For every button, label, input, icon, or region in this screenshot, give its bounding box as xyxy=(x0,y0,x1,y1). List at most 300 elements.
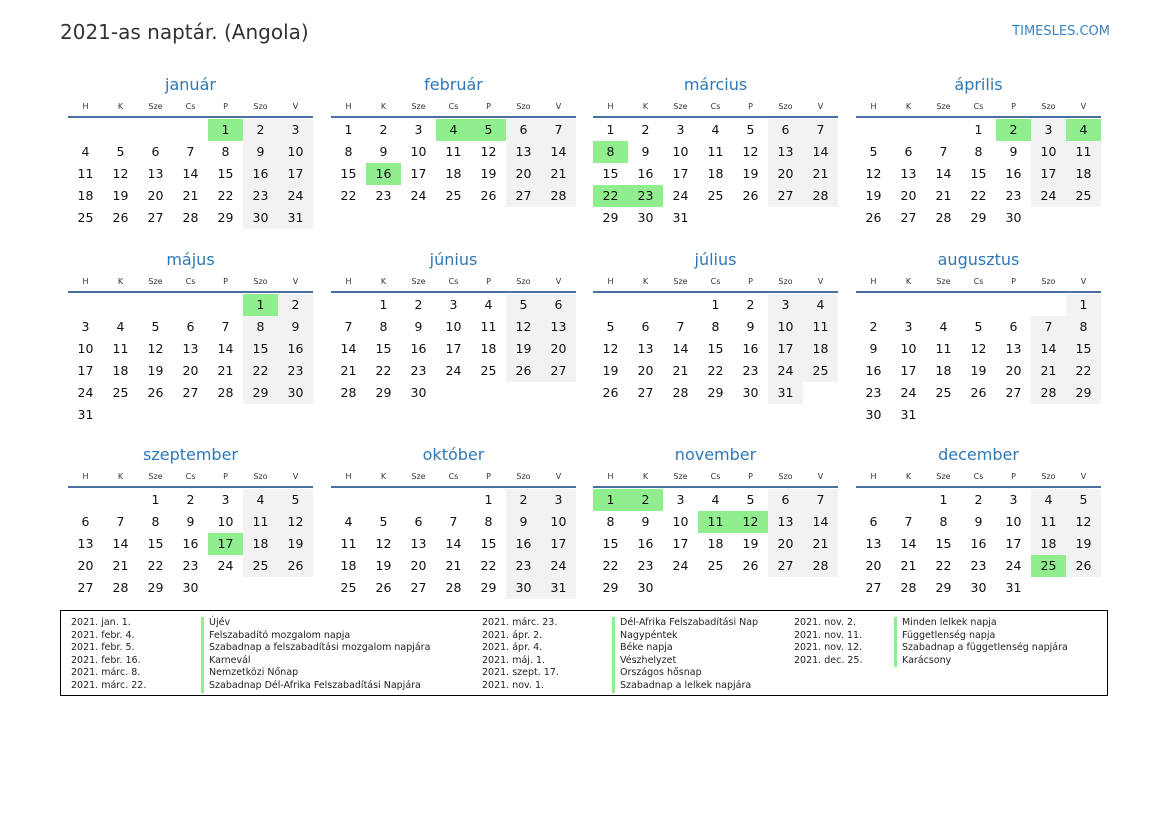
weekday-label: Sze xyxy=(936,472,951,481)
day-cell: 16 xyxy=(742,341,759,356)
day-cell: 19 xyxy=(970,363,987,378)
day-cell: 21 xyxy=(541,163,576,185)
day-cell: 12 xyxy=(602,341,619,356)
weekday-label: V xyxy=(1080,472,1087,481)
day-cell: 15 xyxy=(602,536,619,551)
day-cell: 20 xyxy=(147,188,164,203)
weekday-label: K xyxy=(905,472,912,481)
day-cell: 5 xyxy=(869,144,878,159)
day-cell: 9 xyxy=(243,141,278,163)
month-name: április xyxy=(954,75,1003,94)
days-grid xyxy=(68,119,313,229)
day-cell: 26 xyxy=(278,555,313,577)
day-cell: 31 xyxy=(672,210,689,225)
day-cell: 11 xyxy=(707,144,724,159)
weekday-label: Szo xyxy=(1041,102,1056,111)
day-cell: 6 xyxy=(641,319,650,334)
weekday-label: Szo xyxy=(778,277,793,286)
weekday-label: Sze xyxy=(673,277,688,286)
day-cell: 5 xyxy=(746,492,755,507)
days-grid xyxy=(331,489,576,599)
weekday-label: Cs xyxy=(448,277,459,286)
day-cell: 2 xyxy=(278,294,313,316)
day-cell: 23 xyxy=(278,360,313,382)
legend-holiday-name: Nemzetközi Nőnap xyxy=(201,667,430,680)
day-cell: 10 xyxy=(217,514,234,529)
page-title: 2021-as naptár. (Angola) xyxy=(60,20,309,44)
month-calendar xyxy=(68,247,313,426)
weekday-label: V xyxy=(292,102,299,111)
day-cell: 16 xyxy=(366,163,401,185)
weekday-label: V xyxy=(292,277,299,286)
weekday-header xyxy=(593,273,838,293)
day-cell: 1 xyxy=(593,489,628,511)
day-cell: 23 xyxy=(637,558,654,573)
day-cell: 2 xyxy=(243,119,278,141)
day-cell: 14 xyxy=(900,536,917,551)
day-cell: 30 xyxy=(243,207,278,229)
day-cell: 15 xyxy=(970,166,987,181)
legend-holiday-name: Béke napja xyxy=(612,642,758,655)
weekday-label: Szo xyxy=(253,472,268,481)
day-cell: 26 xyxy=(112,210,129,225)
day-cell: 13 xyxy=(865,536,882,551)
day-cell: 27 xyxy=(506,185,541,207)
legend-holiday-name: Vészhelyzet xyxy=(612,655,758,668)
weekday-label: P xyxy=(1011,102,1016,111)
day-cell: 26 xyxy=(1066,555,1101,577)
day-cell: 1 xyxy=(379,297,388,312)
day-cell: 21 xyxy=(803,163,838,185)
day-cell: 17 xyxy=(1005,536,1022,551)
month-name: február xyxy=(424,75,483,94)
weekday-label: Sze xyxy=(148,472,163,481)
day-cell: 28 xyxy=(935,210,952,225)
day-cell: 29 xyxy=(480,580,497,595)
day-cell: 22 xyxy=(340,188,357,203)
day-cell: 12 xyxy=(506,316,541,338)
legend-date: 2021. szept. 17. xyxy=(482,667,559,679)
day-cell: 29 xyxy=(243,382,278,404)
day-cell: 27 xyxy=(541,360,576,382)
legend-date: 2021. nov. 2. xyxy=(794,617,857,628)
day-cell: 27 xyxy=(182,385,199,400)
day-cell: 19 xyxy=(742,166,759,181)
day-cell: 10 xyxy=(672,514,689,529)
month-calendar xyxy=(331,247,576,404)
weekday-label: Sze xyxy=(936,277,951,286)
day-cell: 16 xyxy=(278,338,313,360)
weekday-label: V xyxy=(1080,277,1087,286)
day-cell: 8 xyxy=(221,144,230,159)
weekday-label: K xyxy=(642,102,649,111)
day-cell: 18 xyxy=(707,536,724,551)
days-grid xyxy=(593,119,838,229)
day-cell: 24 xyxy=(278,185,313,207)
weekday-label: Cs xyxy=(973,102,984,111)
day-cell: 20 xyxy=(865,558,882,573)
day-cell: 27 xyxy=(410,580,427,595)
weekday-header xyxy=(856,98,1101,118)
day-cell: 5 xyxy=(746,122,755,137)
day-cell: 25 xyxy=(243,555,278,577)
day-cell: 28 xyxy=(112,580,129,595)
day-cell: 20 xyxy=(1005,363,1022,378)
day-cell: 5 xyxy=(116,144,125,159)
day-cell: 9 xyxy=(869,341,878,356)
weekday-label: Szo xyxy=(778,472,793,481)
day-cell: 26 xyxy=(742,188,759,203)
day-cell: 23 xyxy=(742,363,759,378)
day-cell: 30 xyxy=(637,210,654,225)
legend-dates-col-3 xyxy=(794,617,862,667)
site-link[interactable]: TIMESLES.COM xyxy=(1012,24,1110,39)
day-cell: 19 xyxy=(112,188,129,203)
legend-date: 2021. febr. 5. xyxy=(71,642,135,654)
weekday-label: P xyxy=(748,277,753,286)
day-cell: 27 xyxy=(768,555,803,577)
day-cell: 23 xyxy=(1005,188,1022,203)
day-cell: 29 xyxy=(602,210,619,225)
day-cell: 16 xyxy=(243,163,278,185)
day-cell: 2 xyxy=(628,489,663,511)
day-cell: 14 xyxy=(340,341,357,356)
weekday-label: Cs xyxy=(448,102,459,111)
day-cell: 16 xyxy=(970,536,987,551)
day-cell: 3 xyxy=(278,119,313,141)
day-cell: 7 xyxy=(449,514,458,529)
day-cell: 24 xyxy=(77,385,94,400)
day-cell: 17 xyxy=(672,166,689,181)
day-cell: 6 xyxy=(1009,319,1018,334)
day-cell: 10 xyxy=(768,316,803,338)
weekday-label: Cs xyxy=(448,472,459,481)
legend-holiday-name: Felszabadító mozgalom napja xyxy=(201,630,430,643)
day-cell: 12 xyxy=(375,536,392,551)
day-cell: 20 xyxy=(768,533,803,555)
day-cell: 28 xyxy=(217,385,234,400)
day-cell: 30 xyxy=(506,577,541,599)
legend-names-col-2 xyxy=(612,617,758,693)
day-cell: 22 xyxy=(243,360,278,382)
weekday-label: H xyxy=(607,102,614,111)
day-cell: 20 xyxy=(637,363,654,378)
weekday-label: P xyxy=(223,102,228,111)
day-cell: 22 xyxy=(970,188,987,203)
day-cell: 22 xyxy=(147,558,164,573)
legend-date: 2021. márc. 8. xyxy=(71,667,141,679)
legend-date: 2021. febr. 4. xyxy=(71,629,135,641)
day-cell: 24 xyxy=(410,188,427,203)
day-cell: 7 xyxy=(904,514,913,529)
day-cell: 12 xyxy=(112,166,129,181)
day-cell: 30 xyxy=(1005,210,1022,225)
day-cell: 9 xyxy=(414,319,423,334)
day-cell: 28 xyxy=(445,580,462,595)
day-cell: 17 xyxy=(768,338,803,360)
day-cell: 3 xyxy=(1009,492,1018,507)
weekday-label: Sze xyxy=(673,102,688,111)
weekday-label: Cs xyxy=(973,472,984,481)
day-cell: 27 xyxy=(865,580,882,595)
day-cell: 31 xyxy=(77,407,94,422)
day-cell: 18 xyxy=(340,558,357,573)
day-cell: 18 xyxy=(445,166,462,181)
weekday-label: Szo xyxy=(778,102,793,111)
weekday-label: Sze xyxy=(411,102,426,111)
day-cell: 24 xyxy=(672,188,689,203)
day-cell: 11 xyxy=(445,144,462,159)
day-cell: 7 xyxy=(803,489,838,511)
weekday-label: Szo xyxy=(516,472,531,481)
day-cell: 5 xyxy=(506,294,541,316)
day-cell: 25 xyxy=(112,385,129,400)
day-cell: 26 xyxy=(375,580,392,595)
day-cell: 19 xyxy=(742,536,759,551)
day-cell: 29 xyxy=(970,210,987,225)
day-cell: 1 xyxy=(484,492,493,507)
day-cell: 19 xyxy=(147,363,164,378)
day-cell: 28 xyxy=(672,385,689,400)
days-grid xyxy=(68,294,313,426)
day-cell: 30 xyxy=(742,385,759,400)
day-cell: 9 xyxy=(641,514,650,529)
weekday-header xyxy=(593,98,838,118)
weekday-header xyxy=(331,273,576,293)
legend-names-col-1 xyxy=(201,617,430,693)
day-cell: 22 xyxy=(375,363,392,378)
legend-holiday-name: Szabadnap a felszabadítási mozgalom napjára xyxy=(201,642,430,655)
day-cell: 9 xyxy=(974,514,983,529)
month-name: október xyxy=(422,445,485,464)
day-cell: 6 xyxy=(904,144,913,159)
day-cell: 19 xyxy=(506,338,541,360)
day-cell: 2 xyxy=(506,489,541,511)
day-cell: 29 xyxy=(602,580,619,595)
day-cell: 16 xyxy=(1005,166,1022,181)
month-name: július xyxy=(694,250,737,269)
day-cell: 12 xyxy=(147,341,164,356)
legend-date: 2021. nov. 11. xyxy=(794,629,863,641)
day-cell: 20 xyxy=(410,558,427,573)
day-cell: 25 xyxy=(707,188,724,203)
day-cell: 24 xyxy=(445,363,462,378)
weekday-label: Sze xyxy=(673,472,688,481)
day-cell: 19 xyxy=(602,363,619,378)
day-cell: 31 xyxy=(768,382,803,404)
days-grid xyxy=(856,489,1101,599)
legend-names-col-3 xyxy=(894,617,1068,667)
day-cell: 8 xyxy=(974,144,983,159)
day-cell: 11 xyxy=(1066,141,1101,163)
weekday-header xyxy=(331,98,576,118)
weekday-header xyxy=(856,273,1101,293)
day-cell: 17 xyxy=(77,363,94,378)
day-cell: 21 xyxy=(900,558,917,573)
day-cell: 10 xyxy=(900,341,917,356)
day-cell: 30 xyxy=(410,385,427,400)
day-cell: 13 xyxy=(147,166,164,181)
day-cell: 17 xyxy=(208,533,243,555)
day-cell: 8 xyxy=(711,319,720,334)
day-cell: 3 xyxy=(768,294,803,316)
weekday-label: V xyxy=(555,102,562,111)
day-cell: 6 xyxy=(541,294,576,316)
weekday-label: Szo xyxy=(1041,277,1056,286)
weekday-label: H xyxy=(82,277,89,286)
day-cell: 6 xyxy=(151,144,160,159)
weekday-label: Sze xyxy=(148,277,163,286)
day-cell: 12 xyxy=(278,511,313,533)
day-cell: 24 xyxy=(768,360,803,382)
day-cell: 3 xyxy=(1031,119,1066,141)
day-cell: 18 xyxy=(935,363,952,378)
day-cell: 13 xyxy=(541,316,576,338)
day-cell: 16 xyxy=(865,363,882,378)
weekday-label: H xyxy=(870,102,877,111)
day-cell: 24 xyxy=(900,385,917,400)
weekday-label: Szo xyxy=(516,102,531,111)
day-cell: 23 xyxy=(865,385,882,400)
days-grid xyxy=(331,294,576,404)
day-cell: 15 xyxy=(243,338,278,360)
day-cell: 21 xyxy=(217,363,234,378)
day-cell: 10 xyxy=(541,511,576,533)
day-cell: 11 xyxy=(480,319,497,334)
day-cell: 26 xyxy=(480,188,497,203)
day-cell: 2 xyxy=(974,492,983,507)
day-cell: 17 xyxy=(1031,163,1066,185)
day-cell: 25 xyxy=(707,558,724,573)
day-cell: 28 xyxy=(803,185,838,207)
day-cell: 29 xyxy=(935,580,952,595)
day-cell: 14 xyxy=(803,141,838,163)
day-cell: 17 xyxy=(672,536,689,551)
weekday-label: Szo xyxy=(516,277,531,286)
weekday-label: V xyxy=(555,277,562,286)
days-grid xyxy=(331,119,576,207)
legend-date: 2021. márc. 23. xyxy=(482,617,558,628)
day-cell: 21 xyxy=(182,188,199,203)
day-cell: 8 xyxy=(939,514,948,529)
legend-holiday-name: Országos hősnap xyxy=(612,667,758,680)
weekday-label: V xyxy=(817,277,824,286)
day-cell: 20 xyxy=(900,188,917,203)
day-cell: 12 xyxy=(733,511,768,533)
legend-date: 2021. nov. 1. xyxy=(482,679,545,691)
day-cell: 26 xyxy=(506,360,541,382)
day-cell: 8 xyxy=(151,514,160,529)
day-cell: 11 xyxy=(340,536,357,551)
month-name: január xyxy=(165,75,216,94)
weekday-label: Sze xyxy=(936,102,951,111)
day-cell: 6 xyxy=(869,514,878,529)
day-cell: 15 xyxy=(147,536,164,551)
day-cell: 24 xyxy=(541,555,576,577)
day-cell: 4 xyxy=(344,514,353,529)
day-cell: 17 xyxy=(445,341,462,356)
day-cell: 6 xyxy=(768,489,803,511)
day-cell: 10 xyxy=(278,141,313,163)
month-calendar xyxy=(593,442,838,599)
day-cell: 12 xyxy=(970,341,987,356)
day-cell: 16 xyxy=(637,536,654,551)
day-cell: 14 xyxy=(803,511,838,533)
day-cell: 12 xyxy=(865,166,882,181)
weekday-label: K xyxy=(117,277,124,286)
day-cell: 14 xyxy=(182,166,199,181)
weekday-label: P xyxy=(486,472,491,481)
day-cell: 2 xyxy=(414,297,423,312)
day-cell: 24 xyxy=(1031,185,1066,207)
weekday-label: Cs xyxy=(710,472,721,481)
day-cell: 21 xyxy=(112,558,129,573)
day-cell: 9 xyxy=(506,511,541,533)
day-cell: 11 xyxy=(698,511,733,533)
weekday-label: Cs xyxy=(185,277,196,286)
day-cell: 1 xyxy=(344,122,353,137)
day-cell: 13 xyxy=(410,536,427,551)
day-cell: 16 xyxy=(637,166,654,181)
day-cell: 8 xyxy=(484,514,493,529)
days-grid xyxy=(856,294,1101,426)
day-cell: 4 xyxy=(1031,489,1066,511)
days-grid xyxy=(593,489,838,599)
day-cell: 25 xyxy=(803,360,838,382)
day-cell: 12 xyxy=(742,144,759,159)
day-cell: 12 xyxy=(1066,511,1101,533)
day-cell: 18 xyxy=(1031,533,1066,555)
legend-date: 2021. ápr. 4. xyxy=(482,642,543,654)
weekday-label: H xyxy=(607,472,614,481)
day-cell: 2 xyxy=(869,319,878,334)
month-name: november xyxy=(674,445,757,464)
legend-date: 2021. febr. 16. xyxy=(71,654,141,666)
weekday-label: K xyxy=(117,102,124,111)
weekday-label: P xyxy=(486,102,491,111)
day-cell: 6 xyxy=(81,514,90,529)
day-cell: 18 xyxy=(707,166,724,181)
day-cell: 8 xyxy=(243,316,278,338)
legend-dates-col-1 xyxy=(71,617,146,693)
day-cell: 27 xyxy=(147,210,164,225)
weekday-label: P xyxy=(1011,277,1016,286)
legend-date: 2021. ápr. 2. xyxy=(482,629,543,641)
day-cell: 9 xyxy=(746,319,755,334)
day-cell: 19 xyxy=(1066,533,1101,555)
day-cell: 26 xyxy=(865,210,882,225)
legend-date: 2021. nov. 12. xyxy=(794,642,863,654)
day-cell: 7 xyxy=(186,144,195,159)
day-cell: 28 xyxy=(900,580,917,595)
day-cell: 9 xyxy=(1009,144,1018,159)
legend-holiday-name: Karnevál xyxy=(201,655,430,668)
legend-holiday-name: Dél-Afrika Felszabadítási Nap xyxy=(612,617,758,630)
day-cell: 5 xyxy=(1066,489,1101,511)
day-cell: 26 xyxy=(602,385,619,400)
days-grid xyxy=(68,489,313,599)
day-cell: 1 xyxy=(1066,294,1101,316)
day-cell: 13 xyxy=(768,511,803,533)
day-cell: 28 xyxy=(541,185,576,207)
weekday-label: H xyxy=(345,102,352,111)
day-cell: 5 xyxy=(379,514,388,529)
day-cell: 20 xyxy=(506,163,541,185)
weekday-label: V xyxy=(817,102,824,111)
day-cell: 22 xyxy=(217,188,234,203)
legend-holiday-name: Szabadnap a függetlenség napjára xyxy=(894,642,1068,655)
day-cell: 16 xyxy=(506,533,541,555)
